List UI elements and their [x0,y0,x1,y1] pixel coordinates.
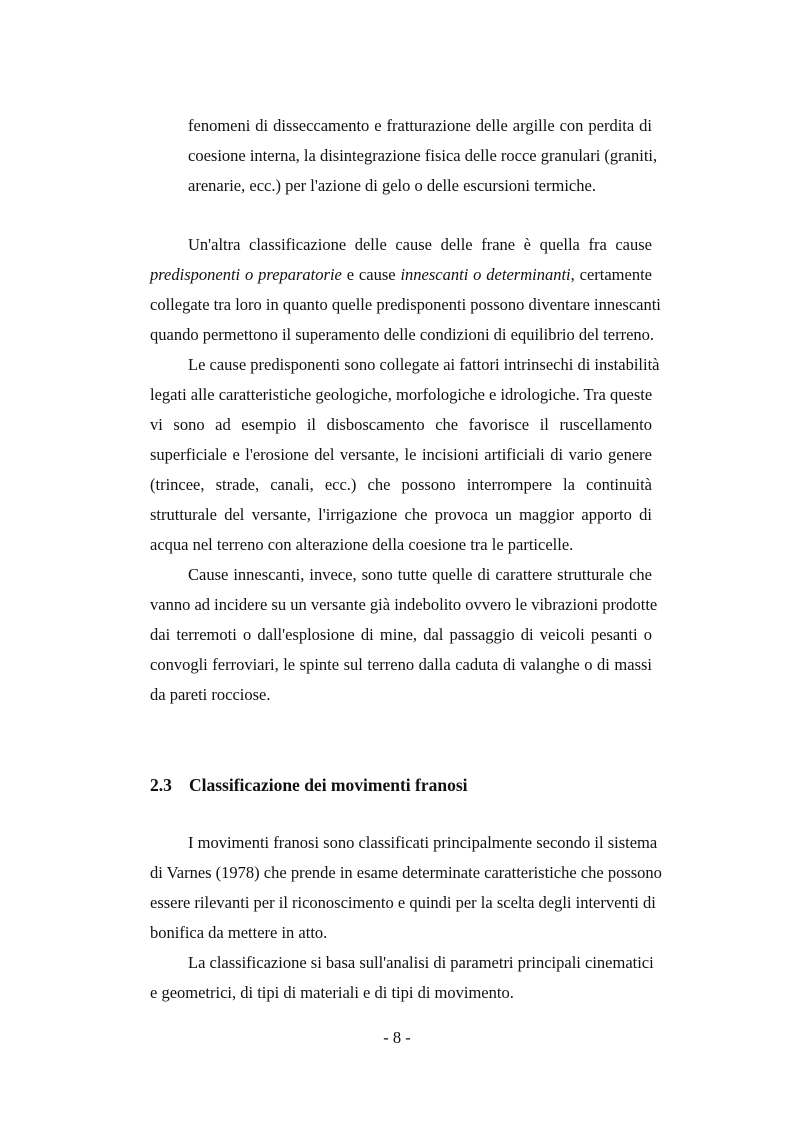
paragraph-innescanti-line: da pareti rocciose. [150,685,271,704]
paragraph-classificazione-line: Un'altra classificazione delle cause delle frane è quella fra cause [188,235,652,254]
text-line: coesione interna, la disintegrazione fisica delle rocce granulari (graniti, [188,146,658,165]
paragraph-varnes-line: di Varnes (1978) che prende in esame determinate caratteristiche che possono [150,863,662,882]
paragraph-parametri-line: e geometrici, di tipi di materiali e di tipi di movimento. [150,983,514,1002]
paragraph-predisponenti-line: (trincee, strade, canali, ecc.) che possono interrompere la continuità [150,475,652,494]
body-text-section [150,828,662,1008]
paragraph-predisponenti-line: superficiale e l'erosione del versante, le incisioni artificiali di vario genere [150,445,652,464]
italic-term: innescanti o determinanti [400,265,571,284]
text-line: fenomeni di disseccamento e fratturazione delle argille con perdita di [188,116,652,135]
paragraph-classificazione-line: predisponenti o preparatorie e cause innescanti o determinanti, certamente [150,265,652,284]
paragraph-innescanti-line: convogli ferroviari, le spinte sul terreno dalla caduta di valanghe o di massi [150,655,652,674]
paragraph-predisponenti-line: legati alle caratteristiche geologiche, morfologiche e idrologiche. Tra queste [150,385,653,404]
body-text [150,230,661,710]
paragraph-predisponenti-line: vi sono ad esempio il disboscamento che favorisce il ruscellamento [150,415,652,434]
paragraph-continued [188,111,658,201]
text-line: arenarie, ecc.) per l'azione di gelo o delle escursioni termiche. [188,176,596,195]
section-number: 2.3 [150,775,172,795]
paragraph-parametri-line: La classificazione si basa sull'analisi di parametri principali cinematici [188,953,654,972]
paragraph-varnes-line: bonifica da mettere in atto. [150,923,328,942]
paragraph-innescanti-line: dai terremoti o dall'esplosione di mine, dal passaggio di veicoli pesanti o [150,625,652,644]
paragraph-predisponenti-line: Le cause predisponenti sono collegate ai fattori intrinsechi di instabilità [188,355,660,374]
page-number: - 8 - [383,1028,411,1047]
italic-term: predisponenti o preparatorie [150,265,342,284]
section-heading [150,770,468,800]
paragraph-predisponenti-line: strutturale del versante, l'irrigazione che provoca un maggior apporto di [150,505,652,524]
paragraph-innescanti-line: Cause innescanti, invece, sono tutte quelle di carattere strutturale che [188,565,652,584]
paragraph-classificazione-line: quando permettono il superamento delle condizioni di equilibrio del terreno. [150,325,655,344]
paragraph-varnes-line: essere rilevanti per il riconoscimento e quindi per la scelta degli interventi di [150,893,656,912]
paragraph-predisponenti-line: acqua nel terreno con alterazione della coesione tra le particelle. [150,535,574,554]
paragraph-classificazione-line: collegate tra loro in quanto quelle predisponenti possono diventare innescanti [150,295,661,314]
paragraph-varnes-line: I movimenti franosi sono classificati principalmente secondo il sistema [188,833,658,852]
paragraph-innescanti-line: vanno ad incidere su un versante già indebolito ovvero le vibrazioni prodotte [150,595,658,614]
section-title: Classificazione dei movimenti franosi [189,775,468,795]
